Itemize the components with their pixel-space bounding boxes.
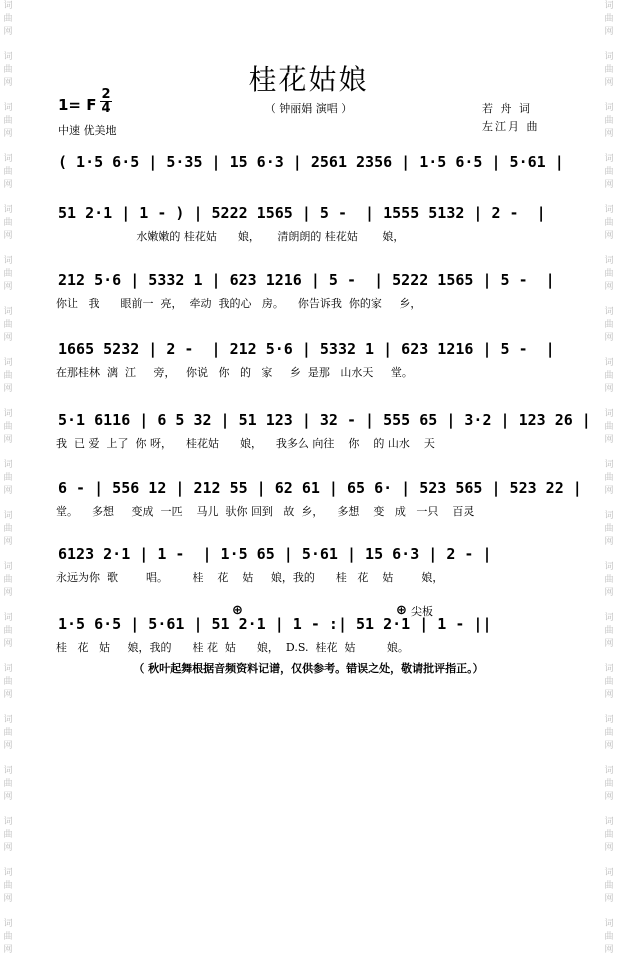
watermark-char: 词 — [3, 511, 13, 521]
lyrics-row: 在那桂林 漓 江 旁， 你说 你 的 家 乡 是那 山水天 堂。 — [56, 366, 413, 379]
watermark-char: 词 — [604, 460, 614, 470]
watermark-char: 词 — [3, 358, 13, 368]
watermark-char: 网 — [3, 27, 13, 37]
footnote: （ 秋叶起舞根据音频资料记谱，仅供参考。错误之处，敬请批评指正。） — [133, 662, 484, 675]
watermark-char: 曲 — [604, 371, 614, 381]
watermark-char: 曲 — [604, 728, 614, 738]
watermark-char: 网 — [604, 537, 614, 547]
watermark-char: 词 — [3, 307, 13, 317]
lyrics-row: 桂 花 姑 娘，我的 桂 花 姑 娘， D.S. 桂花 姑 娘。 — [56, 641, 409, 654]
watermark-char: 网 — [604, 894, 614, 904]
watermark-char: 词 — [3, 460, 13, 470]
watermark-char: 词 — [604, 154, 614, 164]
meter-top: 2 — [101, 87, 111, 102]
watermark-char: 曲 — [3, 65, 13, 75]
notation-row: 1·5 6·5 | 5·61 | 51 2·1 | 1 - :| 51 2·1 | 1 - || — [58, 615, 492, 633]
watermark-char: 词 — [604, 613, 614, 623]
watermark-char: 词 — [3, 868, 13, 878]
watermark-char: 曲 — [604, 269, 614, 279]
key-signature: 1= F — [58, 96, 97, 114]
watermark-char: 曲 — [604, 473, 614, 483]
watermark-char: 网 — [604, 945, 614, 955]
watermark-char: 曲 — [604, 167, 614, 177]
watermark-char: 网 — [604, 486, 614, 496]
watermark-char: 网 — [3, 843, 13, 853]
watermark-char: 词 — [3, 409, 13, 419]
time-signature — [100, 88, 112, 115]
watermark-char: 网 — [604, 639, 614, 649]
watermark-char: 词 — [604, 919, 614, 929]
watermark-char: 网 — [604, 690, 614, 700]
watermark-char: 曲 — [604, 881, 614, 891]
watermark-char: 曲 — [3, 779, 13, 789]
lyrics-row: 你让 我 眼前一 亮， 牵动 我的心 房。 你告诉我 你的家 乡， — [56, 297, 422, 310]
song-title: 桂花姑娘 — [248, 63, 369, 96]
watermark-char: 词 — [604, 1, 614, 11]
singer-credit: （ 钟丽娟 演唱 ） — [264, 102, 353, 115]
watermark-char: 网 — [604, 333, 614, 343]
notation-row: 6123 2·1 | 1 - | 1·5 65 | 5·61 | 15 6·3 | 2 - | — [58, 545, 492, 563]
watermark-char: 曲 — [3, 830, 13, 840]
watermark-char: 词 — [604, 766, 614, 776]
watermark-char: 曲 — [3, 167, 13, 177]
watermark-char: 词 — [604, 817, 614, 827]
watermark-char: 网 — [3, 435, 13, 445]
watermark-char: 词 — [604, 715, 614, 725]
meter-bottom: 4 — [101, 101, 111, 116]
watermark-char: 网 — [604, 27, 614, 37]
watermark-char: 曲 — [604, 524, 614, 534]
watermark-char: 词 — [604, 103, 614, 113]
watermark-char: 曲 — [604, 779, 614, 789]
watermark-char: 词 — [3, 919, 13, 929]
watermark-char: 曲 — [604, 932, 614, 942]
watermark-char: 曲 — [3, 881, 13, 891]
watermark-char: 曲 — [604, 320, 614, 330]
watermark-char: 曲 — [604, 116, 614, 126]
watermark-char: 网 — [3, 180, 13, 190]
tempo-marking: 中速 优美地 — [58, 124, 117, 137]
notation-row: ( 1·5 6·5 | 5·35 | 15 6·3 | 2561 2356 | 1·5 6·5 | 5·61 | — [58, 153, 564, 171]
watermark-char: 曲 — [3, 728, 13, 738]
watermark-char: 词 — [3, 154, 13, 164]
watermark-char: 曲 — [3, 575, 13, 585]
watermark-char: 曲 — [604, 575, 614, 585]
watermark-char: 词 — [3, 52, 13, 62]
watermark-char: 曲 — [3, 371, 13, 381]
composer-credit: 左江月 曲 — [482, 120, 540, 133]
watermark-char: 网 — [604, 435, 614, 445]
watermark-char: 词 — [604, 868, 614, 878]
notation-row: 1665 5232 | 2 - | 212 5·6 | 5332 1 | 623 1216 | 5 - | — [58, 340, 555, 358]
watermark-char: 网 — [3, 78, 13, 88]
watermark-char: 网 — [604, 180, 614, 190]
lyrics-row: 水嫩嫩的 桂花姑 娘， 清朗朗的 桂花姑 娘， — [56, 230, 405, 243]
watermark-char: 曲 — [3, 524, 13, 534]
watermark-char: 网 — [604, 129, 614, 139]
watermark-char: 曲 — [3, 422, 13, 432]
watermark-char: 网 — [604, 588, 614, 598]
watermark-char: 网 — [3, 792, 13, 802]
watermark-char: 网 — [3, 384, 13, 394]
watermark-left — [1, 0, 15, 969]
watermark-char: 曲 — [604, 677, 614, 687]
watermark-char: 词 — [3, 205, 13, 215]
watermark-char: 网 — [3, 333, 13, 343]
coda-mark: ⊕ — [396, 603, 407, 618]
watermark-char: 曲 — [3, 14, 13, 24]
watermark-char: 网 — [3, 894, 13, 904]
notation-row: 51 2·1 | 1 - ) | 5222 1565 | 5 - | 1555 5132 | 2 - | — [58, 204, 546, 222]
watermark-char: 曲 — [3, 116, 13, 126]
watermark-char: 网 — [3, 741, 13, 751]
watermark-char: 词 — [604, 409, 614, 419]
watermark-char: 网 — [604, 384, 614, 394]
watermark-char: 网 — [3, 537, 13, 547]
watermark-char: 词 — [604, 511, 614, 521]
watermark-char: 曲 — [604, 65, 614, 75]
watermark-char: 词 — [3, 103, 13, 113]
watermark-char: 曲 — [3, 473, 13, 483]
coda-mark: ⊕ — [232, 603, 243, 618]
watermark-char: 词 — [3, 613, 13, 623]
lyrics-row: 永远为你 歌 唱。 桂 花 姑 娘，我的 桂 花 姑 娘， — [56, 571, 444, 584]
watermark-char: 词 — [3, 1, 13, 11]
lyrics-row: 堂。 多想 变成 一匹 马儿 驮你 回到 故 乡， 多想 变 成 一只 百灵 — [56, 505, 475, 518]
watermark-char: 网 — [604, 282, 614, 292]
watermark-char: 曲 — [604, 830, 614, 840]
watermark-char: 网 — [604, 843, 614, 853]
lyricist-credit: 若 舟 词 — [482, 102, 532, 115]
watermark-char: 词 — [3, 766, 13, 776]
watermark-right — [602, 0, 616, 969]
watermark-char: 网 — [3, 231, 13, 241]
watermark-char: 网 — [604, 78, 614, 88]
ending-label: 尖板 — [411, 605, 433, 618]
watermark-char: 网 — [3, 129, 13, 139]
watermark-char: 网 — [604, 792, 614, 802]
notation-row: 212 5·6 | 5332 1 | 623 1216 | 5 - | 5222 1565 | 5 - | — [58, 271, 555, 289]
watermark-char: 词 — [604, 358, 614, 368]
lyrics-row: 我 已 爱 上了 你 呀， 桂花姑 娘， 我多么 向往 你 的 山水 天 — [56, 437, 435, 450]
watermark-char: 网 — [3, 486, 13, 496]
watermark-char: 网 — [3, 945, 13, 955]
watermark-char: 网 — [604, 231, 614, 241]
watermark-char: 曲 — [604, 626, 614, 636]
watermark-char: 词 — [604, 664, 614, 674]
watermark-char: 网 — [3, 588, 13, 598]
watermark-char: 网 — [3, 282, 13, 292]
watermark-char: 曲 — [604, 218, 614, 228]
watermark-char: 词 — [604, 562, 614, 572]
notation-row: 6 - | 556 12 | 212 55 | 62 61 | 65 6· | 523 565 | 523 22 | — [58, 479, 582, 497]
notation-row: 5·1 6116 | 6 5 32 | 51 123 | 32 - | 555 65 | 3·2 | 123 26 | — [58, 411, 591, 429]
watermark-char: 词 — [3, 256, 13, 266]
watermark-char: 词 — [3, 715, 13, 725]
watermark-char: 曲 — [3, 677, 13, 687]
watermark-char: 词 — [604, 256, 614, 266]
watermark-char: 词 — [604, 52, 614, 62]
watermark-char: 网 — [3, 639, 13, 649]
watermark-char: 网 — [3, 690, 13, 700]
watermark-char: 网 — [604, 741, 614, 751]
watermark-char: 词 — [3, 664, 13, 674]
watermark-char: 曲 — [3, 320, 13, 330]
watermark-char: 曲 — [3, 269, 13, 279]
watermark-char: 曲 — [604, 14, 614, 24]
watermark-char: 曲 — [3, 932, 13, 942]
watermark-char: 词 — [604, 307, 614, 317]
watermark-char: 曲 — [3, 626, 13, 636]
watermark-char: 曲 — [604, 422, 614, 432]
watermark-char: 词 — [3, 562, 13, 572]
watermark-char: 词 — [604, 205, 614, 215]
watermark-char: 曲 — [3, 218, 13, 228]
watermark-char: 词 — [3, 817, 13, 827]
